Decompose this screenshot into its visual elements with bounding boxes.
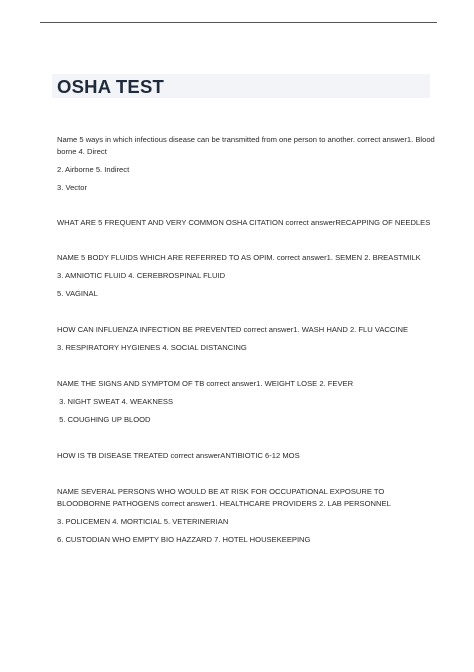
paragraph-q4: HOW CAN INFLUENZA INFECTION BE PREVENTED correct answer1. WASH HAND 2. FLU VACCINE — [57, 325, 409, 334]
paragraph-q7-a2: 3. POLICEMEN 4. MORTICIAL 5. VETERINERIAN — [57, 517, 229, 526]
paragraph-q5-a3: 5. COUGHING UP BLOOD — [57, 415, 151, 424]
paragraph-q2: WHAT ARE 5 FREQUENT AND VERY COMMON OSHA CITATION correct answerRECAPPING OF NEEDLES — [57, 218, 431, 227]
paragraph-q6: HOW IS TB DISEASE TREATED correct answerANTIBIOTIC 6-12 MOS — [57, 451, 300, 460]
paragraph-q3-a2: 3. AMNIOTIC FLUID 4. CEREBROSPINAL FLUID — [57, 271, 226, 280]
paragraph-q3: NAME 5 BODY FLUIDS WHICH ARE REFERRED TO AS OPIM. correct answer1. SEMEN 2. BREASTMILK — [57, 253, 421, 262]
header-divider — [40, 22, 437, 23]
paragraph-q5-a2: 3. NIGHT SWEAT 4. WEAKNESS — [57, 397, 174, 406]
paragraph-q1-a2: 2. Airborne 5. Indirect — [57, 165, 130, 174]
paragraph-q7: NAME SEVERAL PERSONS WHO WOULD BE AT RISK FOR OCCUPATIONAL EXPOSURE TO BLOODBORNE PATHOGENS correct answer1. HEALTHCARE PROVIDERS 2. LAB PERSONNEL — [57, 487, 391, 508]
paragraph-q1-a3: 3. Vector — [57, 183, 87, 192]
paragraph-q5: NAME THE SIGNS AND SYMPTOM OF TB correct answer1. WEIGHT LOSE 2. FEVER — [57, 379, 354, 388]
paragraph-q1: Name 5 ways in which infectious disease can be transmitted from one person to another. correct answer1. Blood borne 4. Direct — [57, 135, 435, 156]
paragraph-q4-a2: 3. RESPIRATORY HYGIENES 4. SOCIAL DISTANCING — [57, 343, 247, 352]
page-title: OSHA TEST — [57, 76, 164, 97]
paragraph-q3-a3: 5. VAGINAL — [57, 289, 98, 298]
paragraph-q7-a3: 6. CUSTODIAN WHO EMPTY BIO HAZZARD 7. HOTEL HOUSEKEEPING — [57, 535, 311, 544]
